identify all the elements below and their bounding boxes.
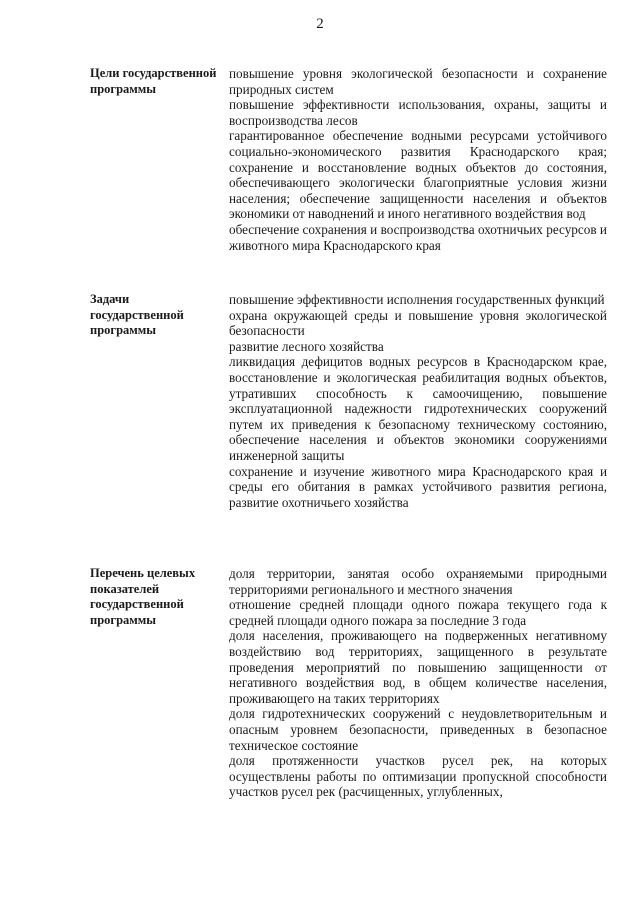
goals-paragraph: обеспечение сохранения и воспроизводства охотничьих ресурсов и животного мира Краснодарского края [229, 221, 607, 253]
indicators-content [229, 566, 607, 800]
goals-label: Цели государственной программы [90, 66, 217, 96]
tasks-paragraph: развитие лесного хозяйства [229, 338, 384, 354]
goals-content [229, 66, 607, 253]
indicators-paragraph: доля гидротехнических сооружений с неудовлетворительным и опасным уровнем безопасности, приведенных в безопасное техническое состояние [229, 706, 607, 753]
tasks-paragraph: ликвидация дефицитов водных ресурсов в Краснодарском крае, восстановление и экологическая реабилитация водных объектов, утративших способность к самоочищению, повышение эксплуатационной надежности гидротехнических сооружений путем их приведения к безопасному техническому состоянию, обеспечение населения и объектов экономики сооружениями инженерной защиты [229, 354, 607, 463]
tasks-content [229, 292, 607, 510]
indicators-paragraph: отношение средней площади одного пожара текущего года к средней площади одного пожара за последние 3 года [229, 597, 607, 628]
indicators-paragraph: доля территории, занятая особо охраняемыми природными территориями регионального и местного значения [229, 566, 607, 597]
indicators-paragraph: доля протяженности участков русел рек, на которых осуществлены работы по оптимизации пропускной способности участков русел рек (расчищенных, углубленных, [229, 753, 607, 800]
tasks-paragraph: охрана окружающей среды и повышение уровня экологической безопасности [229, 307, 607, 339]
indicators-paragraph: доля населения, проживающего на подверженных негативному воздействию вод территориях, защищенного в результате проведения мероприятий по повышению защищенности от негативного воздействия вод, в общем количестве населения, проживающего на таких территориях [229, 628, 607, 706]
goals-paragraph: повышение уровня экологической безопасности и сохранение природных систем [229, 66, 607, 97]
goals-paragraph: повышение эффективности использования, охраны, защиты и воспроизводства лесов [229, 97, 607, 128]
indicators-label: Перечень целевых показателей государственной программы [90, 566, 196, 627]
tasks-paragraph: повышение эффективности исполнения государственных функций [229, 292, 605, 307]
tasks-paragraph: сохранение и изучение животного мира Краснодарского края и среды его обитания в рамках устойчивого развития региона, развитие охотничьего хозяйства [229, 463, 607, 510]
tasks-label: Задачи государственной программы [90, 292, 184, 337]
page-number: 2 [316, 16, 324, 32]
goals-paragraph: гарантированное обеспечение водными ресурсами устойчивого социально-экономического развития Краснодарского края; сохранение и восстановление водных объектов до состояния, обеспечивающего экологически благоприятные условия жизни населения; обеспечение защищенности населения и объектов экономики от наводнений и иного негативного воздействия вод [229, 128, 607, 222]
